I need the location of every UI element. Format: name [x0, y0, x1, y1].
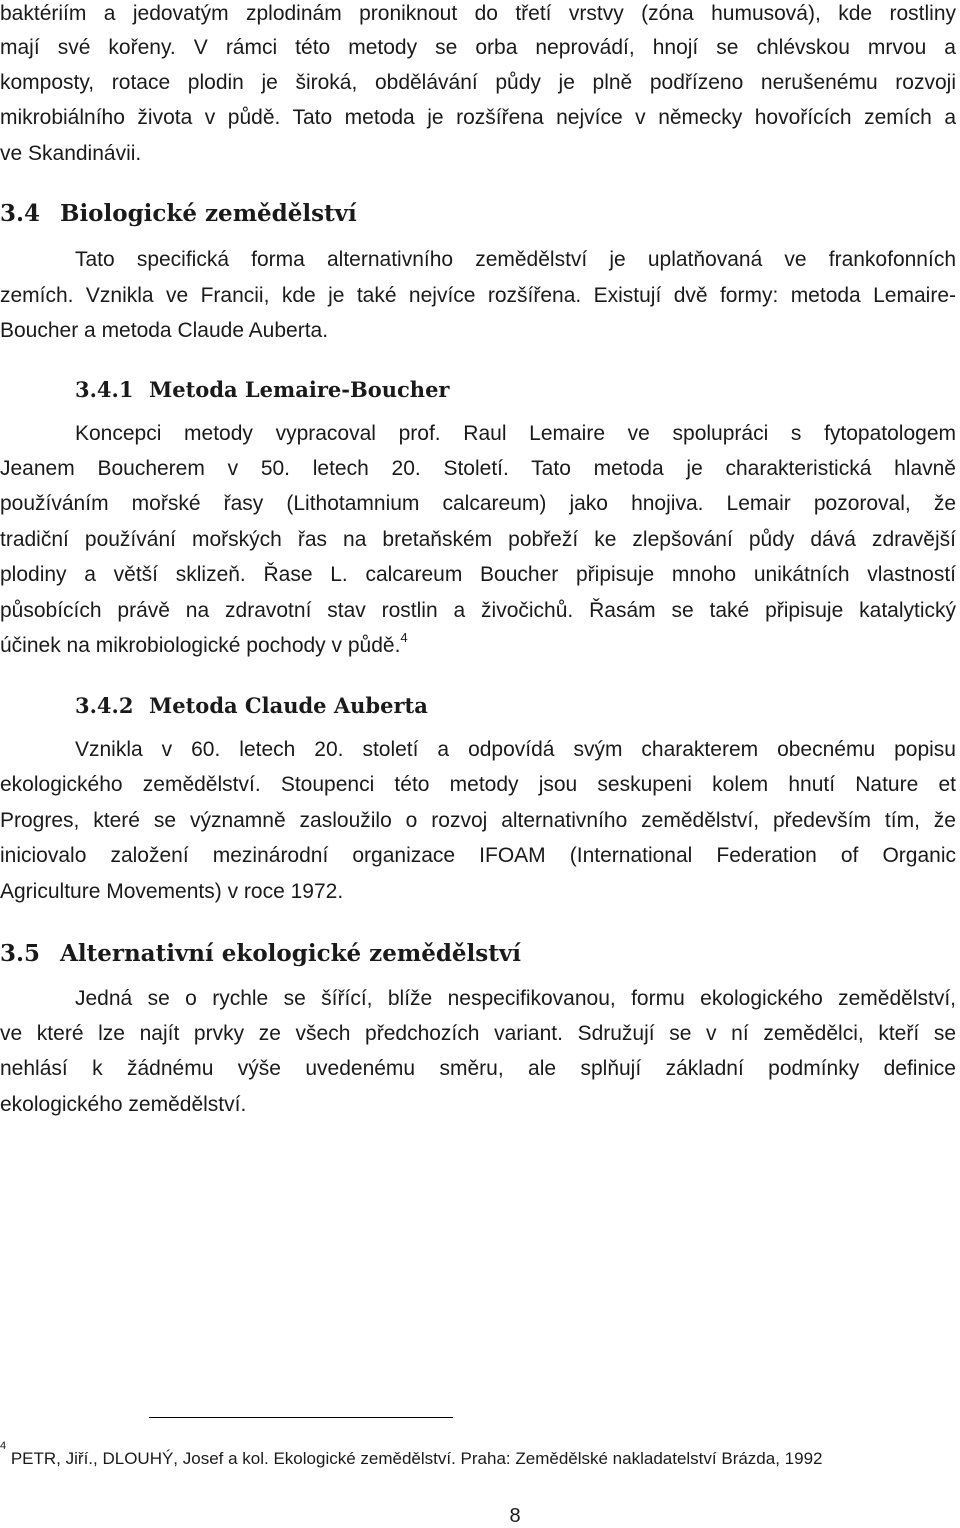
- body-text-line: používáním mořské řasy (Lithotamnium calcareum) jako hnojiva. Lemair pozoroval, že: [0, 492, 956, 515]
- body-text-line: ve které lze najít prvky ze všech předchozích variant. Sdružují se v ní zemědělci, kteří se: [0, 1022, 956, 1045]
- body-text-line: komposty, rotace plodin je široká, obdělávání půdy je plně podřízeno nerušenému rozvoji: [0, 71, 956, 94]
- footnote-marker: 4: [0, 1440, 7, 1453]
- body-text-line: Jedná se o rychle se šířící, blíže nespecifikovanou, formu ekologického zemědělství,: [75, 987, 956, 1010]
- section-title: Biologické zemědělství: [60, 200, 357, 227]
- subsection-title: Metoda Lemaire-Boucher: [149, 377, 450, 402]
- section-heading-3-5: [0, 940, 521, 967]
- body-text-line: působících právě na zdravotní stav rostlin a živočichů. Řasám se také připisuje katalytický: [0, 599, 956, 622]
- body-text-line: ekologického zemědělství. Stoupenci této metody jsou seskupeni kolem hnutí Nature et: [0, 773, 956, 796]
- body-text-line: zemích. Vznikla ve Francii, kde je také nejvíce rozšířena. Existují dvě formy: metoda Lemaire-: [0, 284, 956, 307]
- body-text-line: Vznikla v 60. letech 20. století a odpovídá svým charakterem obecnému popisu: [75, 738, 956, 761]
- section-title: Alternativní ekologické zemědělství: [60, 940, 521, 967]
- body-text-line: Tato specifická forma alternativního zemědělství je uplatňovaná ve frankofonních: [75, 248, 956, 271]
- subsection-title: Metoda Claude Auberta: [149, 693, 428, 718]
- body-text-line: iniciovalo založení mezinárodní organizace IFOAM (International Federation of Organic: [0, 844, 956, 867]
- body-text-line: ekologického zemědělství.: [0, 1093, 247, 1116]
- body-text-line: baktériím a jedovatým zplodinám proniknout do třetí vrstvy (zóna humusová), kde rostliny: [0, 2, 956, 25]
- section-number: 3.5: [0, 940, 41, 967]
- body-text-line: Agriculture Movements) v roce 1972.: [0, 880, 344, 903]
- body-text-line: [0, 632, 956, 660]
- body-text-line: mikrobiálního života v půdě. Tato metoda je rozšířena nejvíce v německy hovořících zemích a: [0, 106, 956, 129]
- body-text-fragment: účinek na mikrobiologické pochody v půdě.: [0, 634, 401, 657]
- footnote-reference: 4: [400, 630, 408, 645]
- body-text-line: ve Skandinávii.: [0, 142, 142, 165]
- body-text-line: plodiny a větší sklizeň. Řase L. calcareum Boucher připisuje mnoho unikátních vlastností: [0, 563, 956, 586]
- body-text-line: Koncepci metody vypracoval prof. Raul Lemaire ve spolupráci s fytopatologem: [75, 422, 956, 445]
- subsection-heading-3-4-1: [75, 377, 450, 402]
- subsection-number: 3.4.2: [75, 693, 134, 718]
- section-number: 3.4: [0, 200, 41, 227]
- body-text-line: Jeanem Boucherem v 50. letech 20. Století. Tato metoda je charakteristická hlavně: [0, 457, 956, 480]
- body-text-line: nehlásí k žádnému výše uvedenému směru, ale splňují základní podmínky definice: [0, 1057, 956, 1080]
- body-text-line: Boucher a metoda Claude Auberta.: [0, 319, 329, 342]
- body-text-line: Progres, které se významně zasloužilo o rozvoj alternativního zemědělství, především tím, že: [0, 809, 956, 832]
- body-text-line: tradiční používání mořských řas na bretaňském pobřeží ke zlepšování půdy dává zdravější: [0, 528, 956, 551]
- footnote: [0, 1440, 823, 1470]
- page-number: 8: [509, 1505, 521, 1527]
- subsection-number: 3.4.1: [75, 377, 134, 402]
- footnote-text: PETR, Jiří., DLOUHÝ, Josef a kol. Ekologické zemědělství. Praha: Zemědělské nakladatelství Brázda, 1992: [6, 1449, 823, 1468]
- section-heading-3-4: [0, 200, 357, 227]
- subsection-heading-3-4-2: [75, 693, 428, 718]
- footnote-separator: [149, 1417, 453, 1418]
- body-text-line: mají své kořeny. V rámci této metody se orba neprovádí, hnojí se chlévskou mrvou a: [0, 36, 956, 59]
